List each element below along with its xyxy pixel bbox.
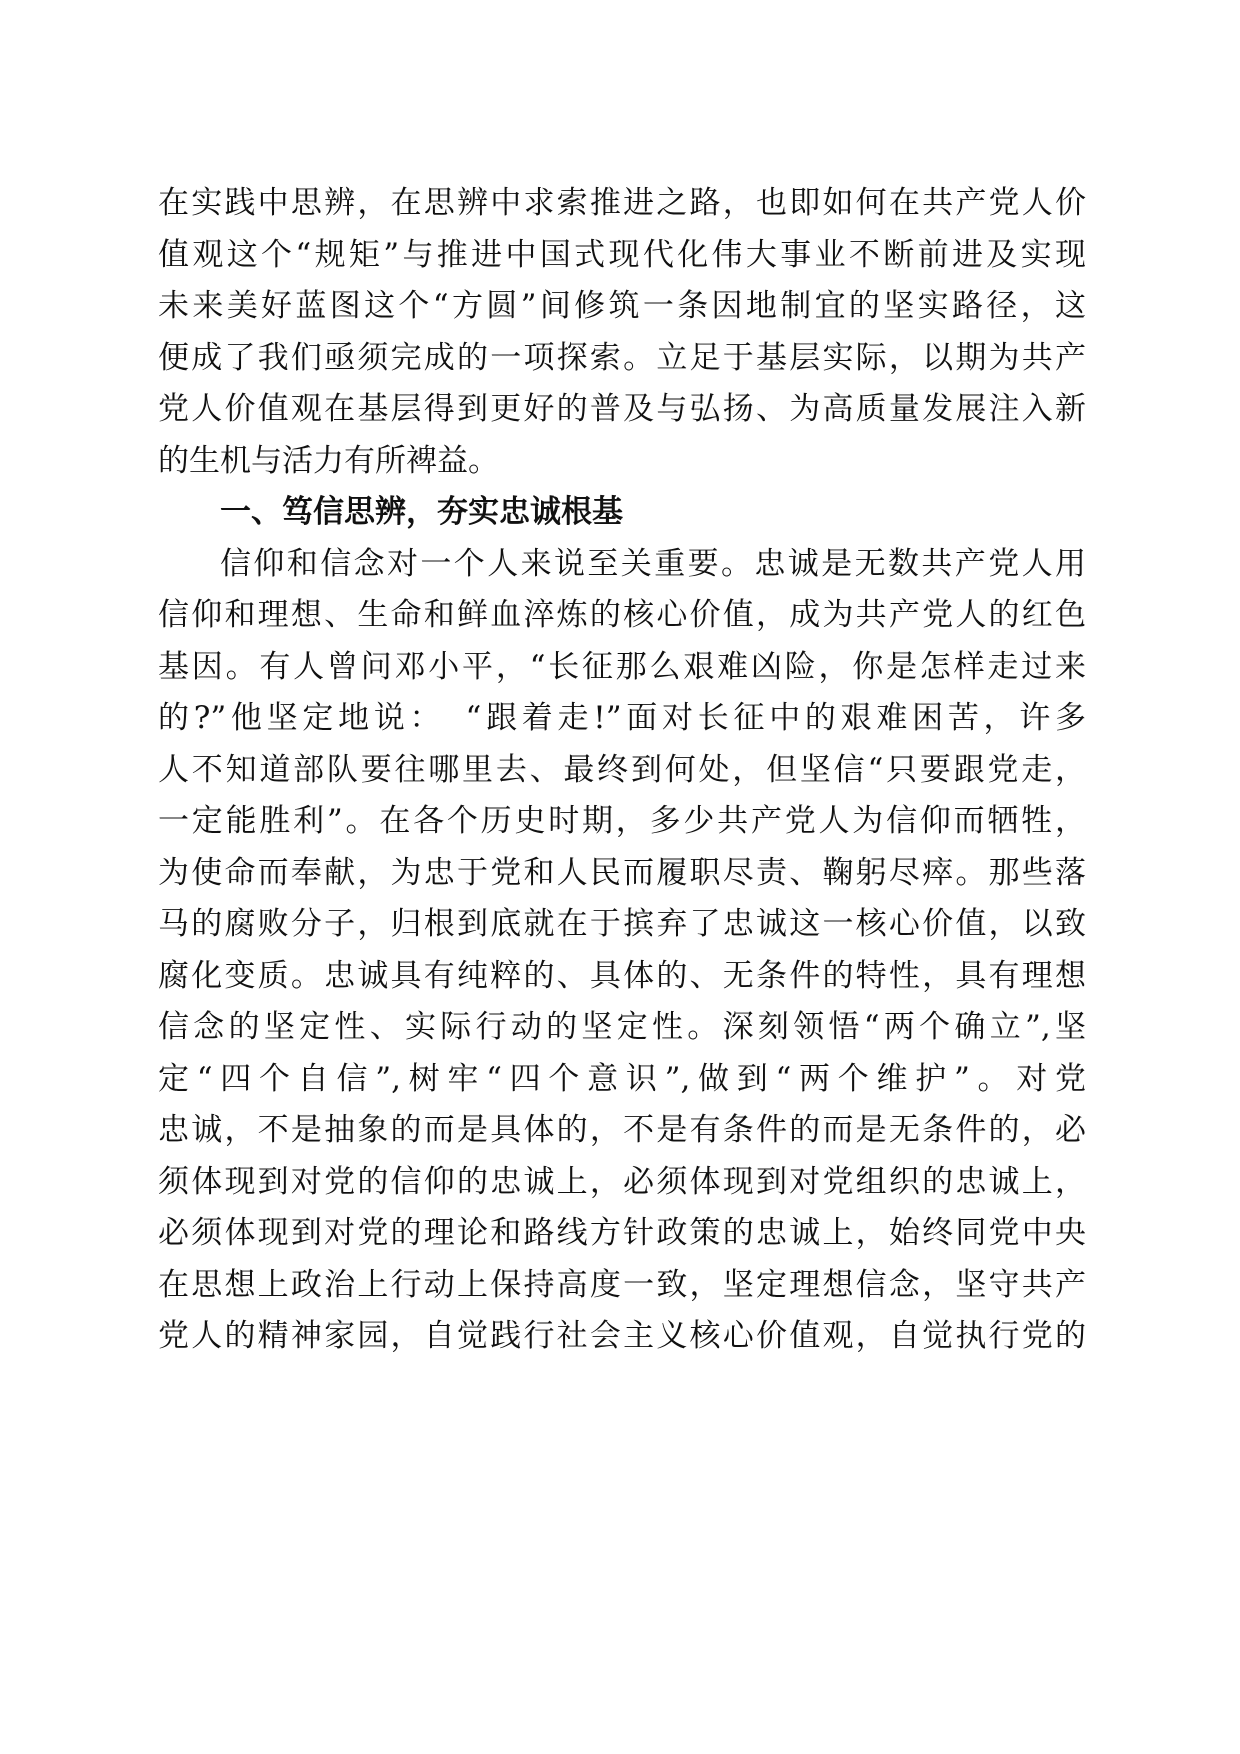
section-heading: 一、笃信思辨，夯实忠诚根基: [220, 494, 623, 530]
text-line: 信念的坚定性、实际行动的坚定性。深刻领悟“两个确立”,坚: [158, 1009, 1086, 1045]
text-line: 定“四个自信”,树牢“四个意识”,做到“两个维护”。对党: [158, 1060, 1086, 1097]
text-line: 在实践中思辨，在思辨中求索推进之路，也即如何在共产党人价: [158, 185, 1086, 221]
text-line: 忠诚，不是抽象的而是具体的，不是有条件的而是无条件的，必: [158, 1112, 1086, 1148]
text-line: 的生机与活力有所裨益。: [158, 442, 499, 479]
text-line: 一定能胜利”。在各个历史时期，多少共产党人为信仰而牺牲，: [158, 803, 1086, 839]
text-line: 党人价值观在基层得到更好的普及与弘扬、为高质量发展注入新: [158, 391, 1086, 427]
text-line: 便成了我们亟须完成的一项探索。立足于基层实际，以期为共产: [158, 339, 1086, 376]
text-line: 的?”他坚定地说： “跟着走!”面对长征中的艰难困苦，许多: [158, 700, 1086, 736]
text-line: 腐化变质。忠诚具有纯粹的、具体的、无条件的特性，具有理想: [158, 957, 1086, 994]
text-line: 基因。有人曾问邓小平，“长征那么艰难凶险，你是怎样走过来: [158, 648, 1086, 685]
text-line: 信仰和理想、生命和鲜血淬炼的核心价值，成为共产党人的红色: [158, 597, 1086, 633]
text-line: 马的腐败分子，归根到底就在于摈弃了忠诚这一核心价值，以致: [158, 906, 1086, 942]
document-body: [158, 178, 1086, 1363]
text-line: 未来美好蓝图这个“方圆”间修筑一条因地制宜的坚实路径，这: [158, 288, 1086, 324]
text-line: 党人的精神家园，自觉践行社会主义核心价值观，自觉执行党的: [158, 1318, 1086, 1354]
text-line: 在思想上政治上行动上保持高度一致，坚定理想信念，坚守共产: [158, 1266, 1086, 1303]
text-line: 为使命而奉献，为忠于党和人民而履职尽责、鞠躬尽瘁。那些落: [158, 854, 1086, 891]
text-line: 人不知道部队要往哪里去、最终到何处，但坚信“只要跟党走，: [158, 751, 1086, 788]
text-line: 信仰和信念对一个人来说至关重要。忠诚是无数共产党人用: [220, 545, 1086, 582]
text-line: 值观这个“规矩”与推进中国式现代化伟大事业不断前进及实现: [158, 236, 1086, 273]
text-line: 须体现到对党的信仰的忠诚上，必须体现到对党组织的忠诚上，: [158, 1163, 1086, 1200]
paragraph-loyalty: [158, 539, 1086, 1363]
paragraph-intro: [158, 178, 1086, 487]
text-line: 必须体现到对党的理论和路线方针政策的忠诚上，始终同党中央: [158, 1215, 1086, 1251]
